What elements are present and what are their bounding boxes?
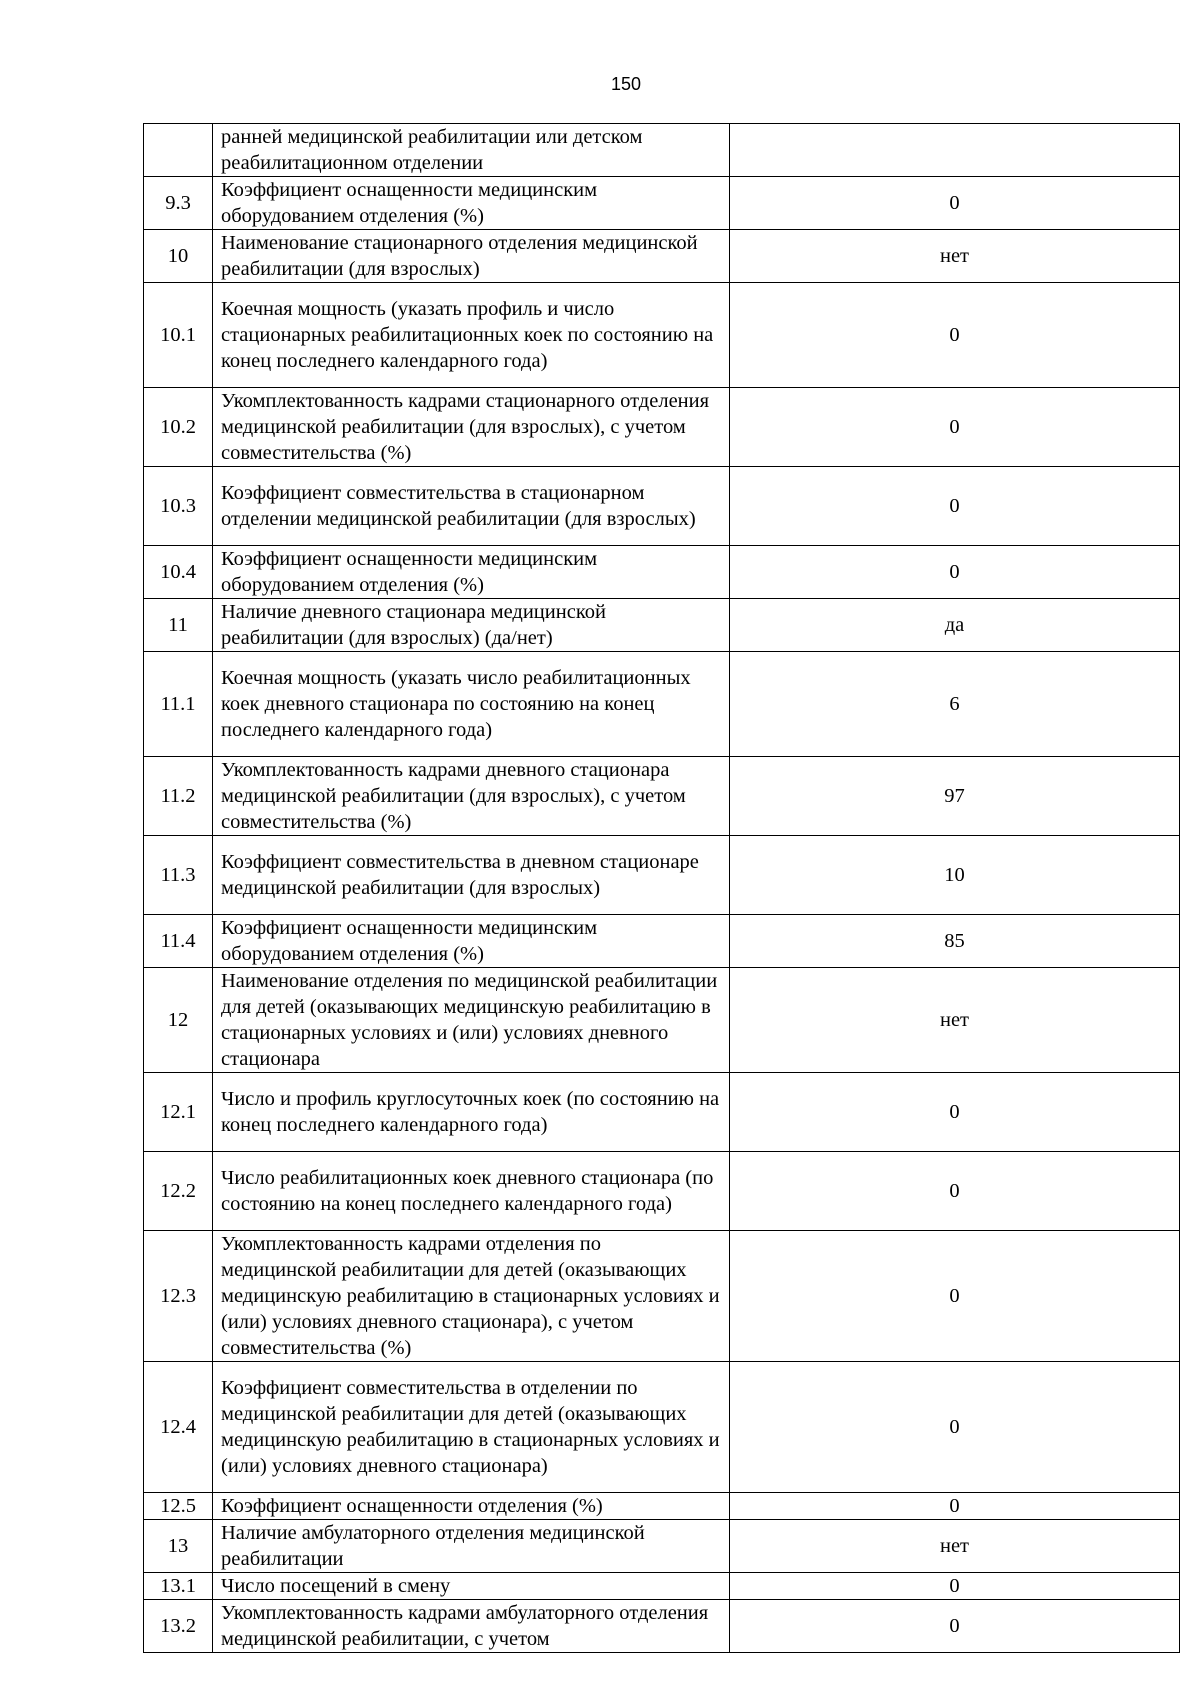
- row-description: Число и профиль круглосуточных коек (по состоянию на конец последнего календарного года): [213, 1073, 730, 1152]
- row-value: 0: [730, 1231, 1180, 1362]
- row-value: нет: [730, 968, 1180, 1073]
- row-description: ранней медицинской реабилитации или детском реабилитационном отделении: [213, 124, 730, 177]
- table-row: [144, 1493, 1180, 1520]
- table-row: [144, 1231, 1180, 1362]
- row-description: Коэффициент совместительства в отделении по медицинской реабилитации для детей (оказывающих медицинскую реабилитацию в стационарных условиях и (или) условиях дневного стационара): [213, 1362, 730, 1493]
- row-description: Коэффициент оснащенности медицинским оборудованием отделения (%): [213, 546, 730, 599]
- table-row: [144, 599, 1180, 652]
- row-number: 10.3: [144, 467, 213, 546]
- row-description: Укомплектованность кадрами амбулаторного отделения медицинской реабилитации, с учетом: [213, 1600, 730, 1653]
- row-description: Коечная мощность (указать число реабилитационных коек дневного стационара по состоянию на конец последнего календарного года): [213, 652, 730, 757]
- row-description: Наименование отделения по медицинской реабилитации для детей (оказывающих медицинскую реабилитацию в стационарных условиях и (или) условиях дневного стационара: [213, 968, 730, 1073]
- row-description: Наименование стационарного отделения медицинской реабилитации (для взрослых): [213, 230, 730, 283]
- table-row: [144, 1152, 1180, 1231]
- row-number: 13: [144, 1520, 213, 1573]
- row-value: 85: [730, 915, 1180, 968]
- row-value: [730, 124, 1180, 177]
- table-row: [144, 1362, 1180, 1493]
- row-description: Укомплектованность кадрами дневного стационара медицинской реабилитации (для взрослых), с учетом совместительства (%): [213, 757, 730, 836]
- row-number: 10.4: [144, 546, 213, 599]
- indicators-table: [143, 123, 1180, 1653]
- row-value: 6: [730, 652, 1180, 757]
- table-row: [144, 757, 1180, 836]
- row-value: 0: [730, 467, 1180, 546]
- row-value: 0: [730, 546, 1180, 599]
- row-value: 10: [730, 836, 1180, 915]
- row-number: 11.1: [144, 652, 213, 757]
- row-number: 12.5: [144, 1493, 213, 1520]
- row-description: Укомплектованность кадрами отделения по медицинской реабилитации для детей (оказывающих медицинскую реабилитацию в стационарных условиях и (или) условиях дневного стационара), с учетом совместительства (%): [213, 1231, 730, 1362]
- row-value: 0: [730, 1362, 1180, 1493]
- row-number: 13.1: [144, 1573, 213, 1600]
- row-number: 11: [144, 599, 213, 652]
- row-description: Укомплектованность кадрами стационарного отделения медицинской реабилитации (для взрослых), с учетом совместительства (%): [213, 388, 730, 467]
- table-row: [144, 1600, 1180, 1653]
- row-description: Число посещений в смену: [213, 1573, 730, 1600]
- table-row: [144, 467, 1180, 546]
- row-value: нет: [730, 230, 1180, 283]
- row-number: 12.3: [144, 1231, 213, 1362]
- table-body: [144, 124, 1180, 1653]
- table-row: [144, 1520, 1180, 1573]
- row-number: 10.1: [144, 283, 213, 388]
- table-row: [144, 652, 1180, 757]
- row-description: Наличие амбулаторного отделения медицинской реабилитации: [213, 1520, 730, 1573]
- table-row: [144, 283, 1180, 388]
- row-number: 11.2: [144, 757, 213, 836]
- page-number: 150: [610, 74, 642, 94]
- table-row: [144, 177, 1180, 230]
- row-value: да: [730, 599, 1180, 652]
- row-description: Коэффициент совместительства в дневном стационаре медицинской реабилитации (для взрослых): [213, 836, 730, 915]
- row-description: Коэффициент совместительства в стационарном отделении медицинской реабилитации (для взрослых): [213, 467, 730, 546]
- row-value: 0: [730, 177, 1180, 230]
- row-value: 0: [730, 1600, 1180, 1653]
- row-description: Коечная мощность (указать профиль и число стационарных реабилитационных коек по состоянию на конец последнего календарного года): [213, 283, 730, 388]
- table-row: [144, 124, 1180, 177]
- row-description: Коэффициент оснащенности медицинским оборудованием отделения (%): [213, 177, 730, 230]
- row-number: 12: [144, 968, 213, 1073]
- row-description: Наличие дневного стационара медицинской реабилитации (для взрослых) (да/нет): [213, 599, 730, 652]
- row-number: 9.3: [144, 177, 213, 230]
- row-value: 0: [730, 1493, 1180, 1520]
- row-number: 11.4: [144, 915, 213, 968]
- row-value: нет: [730, 1520, 1180, 1573]
- row-description: Коэффициент оснащенности медицинским оборудованием отделения (%): [213, 915, 730, 968]
- row-value: 0: [730, 388, 1180, 467]
- row-description: Коэффициент оснащенности отделения (%): [213, 1493, 730, 1520]
- row-number: 12.1: [144, 1073, 213, 1152]
- table-row: [144, 968, 1180, 1073]
- row-value: 0: [730, 1073, 1180, 1152]
- row-value: 0: [730, 1152, 1180, 1231]
- row-value: 97: [730, 757, 1180, 836]
- table-row: [144, 1073, 1180, 1152]
- row-number: [144, 124, 213, 177]
- table-row: [144, 1573, 1180, 1600]
- row-number: 10: [144, 230, 213, 283]
- table-row: [144, 836, 1180, 915]
- row-number: 11.3: [144, 836, 213, 915]
- row-number: 12.2: [144, 1152, 213, 1231]
- table-row: [144, 915, 1180, 968]
- row-value: 0: [730, 283, 1180, 388]
- row-number: 12.4: [144, 1362, 213, 1493]
- table-row: [144, 546, 1180, 599]
- row-value: 0: [730, 1573, 1180, 1600]
- table-row: [144, 230, 1180, 283]
- row-number: 13.2: [144, 1600, 213, 1653]
- row-number: 10.2: [144, 388, 213, 467]
- table-row: [144, 388, 1180, 467]
- row-description: Число реабилитационных коек дневного стационара (по состоянию на конец последнего календарного года): [213, 1152, 730, 1231]
